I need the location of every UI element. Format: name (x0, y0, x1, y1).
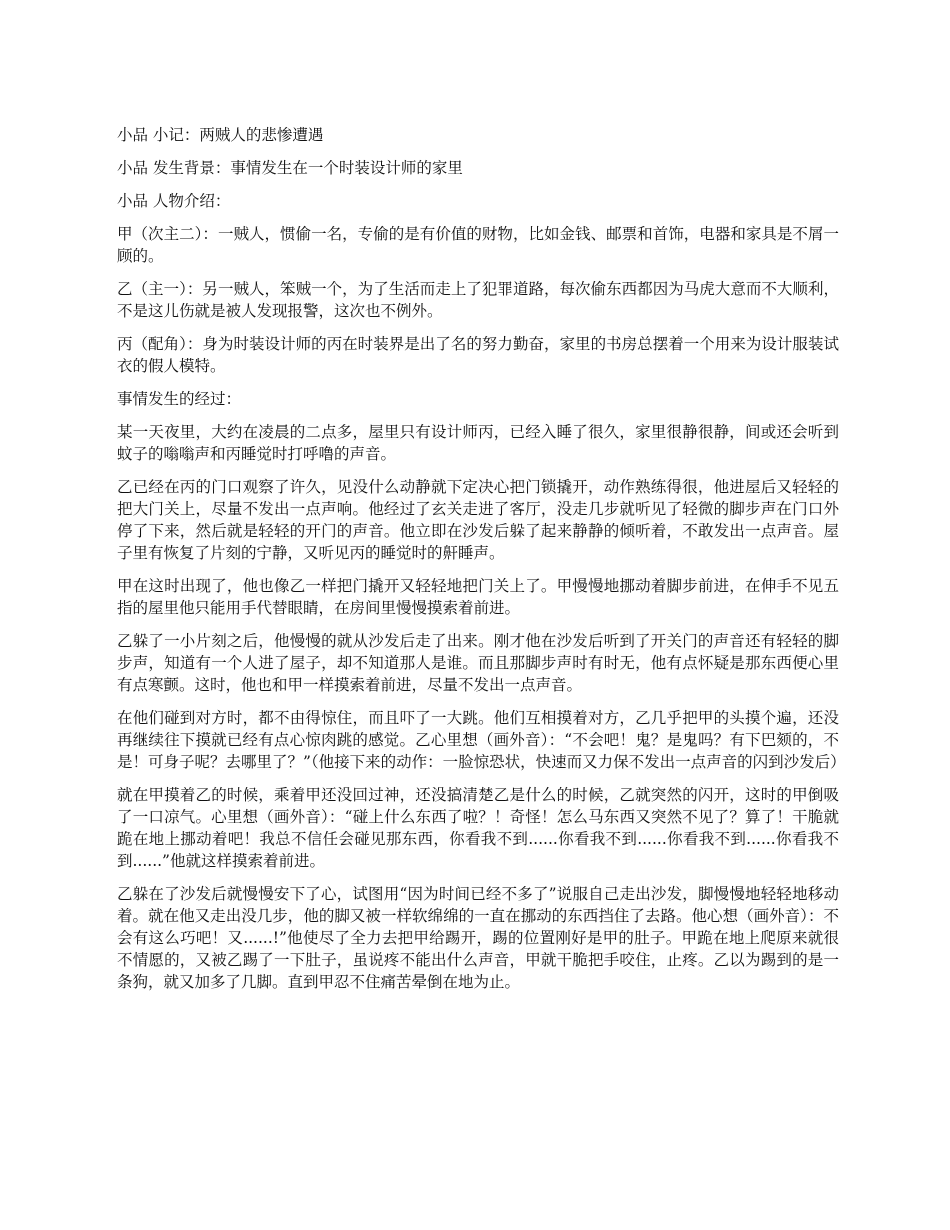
character-jia: 甲（次主二）：一贼人，惯偷一名，专偷的是有价值的财物，比如金钱、邮票和首饰，电器和家具是不屑一顾的。 (117, 225, 839, 265)
background-line: 小品 发生背景：事情发生在一个时装设计师的家里 (117, 159, 463, 177)
character-bing: 丙（配角）：身为时装设计师的丙在时装界是出了名的努力勤奋，家里的书房总摆着一个用来为设计服装试衣的假人模特。 (117, 335, 839, 375)
note-line: 小品 小记：两贼人的悲惨遭遇 (117, 126, 324, 144)
story-paragraph: 某一天夜里，大约在凌晨的二点多，屋里只有设计师丙，已经入睡了很久，家里很静很静，间或还会听到蚊子的嗡嗡声和丙睡觉时打呼噜的声音。 (117, 423, 839, 463)
characters-heading: 小品 人物介绍： (117, 192, 231, 210)
story-paragraph: 乙躲了一小片刻之后，他慢慢的就从沙发后走了出来。刚才他在沙发后听到了开关门的声音还有轻轻的脚步声，知道有一个人进了屋子，却不知道那人是谁。而且那脚步声时有时无，他有点怀疑是那东西便心里有点寒颤。这时，他也和甲一样摸索着前进，尽量不发出一点声音。 (117, 632, 839, 694)
character-yi: 乙（主一）：另一贼人，笨贼一个，为了生活而走上了犯罪道路，每次偷东西都因为马虎大意而不大顺利，不是这儿伤就是被人发现报警，这次也不例外。 (117, 280, 839, 320)
story-paragraph: 在他们碰到对方时，都不由得惊住，而且吓了一大跳。他们互相摸着对方，乙几乎把甲的头摸个遍，还没再继续往下摸就已经有点心惊肉跳的感觉。乙心里想（画外音）：“不会吧！鬼？是鬼吗？有下巴颏的，不是！可身子呢？去哪里了？”（他接下来的动作：一脸惊恐状，快速而又力保不发出一点声音的闪到沙发后） (117, 709, 846, 771)
story-paragraph: 甲在这时出现了，他也像乙一样把门撬开又轻轻地把门关上了。甲慢慢地挪动着脚步前进，在伸手不见五指的屋里他只能用手代替眼睛，在房间里慢慢摸索着前进。 (117, 577, 839, 617)
story-paragraph: 乙躲在了沙发后就慢慢安下了心，试图用“因为时间已经不多了”说服自己走出沙发，脚慢慢地轻轻地移动着。就在他又走出没几步，他的脚又被一样软绵绵的一直在挪动的东西挡住了去路。他心想（画外音）：不会有这么巧吧！又......!”他使尽了全力去把甲给踢开，踢的位置刚好是甲的肚子。甲跪在地上爬原来就很不情愿的，又被乙踢了一下肚子，虽说疼不能出什么声音，甲就干脆把手咬住，止疼。乙以为踢到的是一条狗，就又加多了几脚。直到甲忍不住痛苦晕倒在地为止。 (117, 885, 839, 991)
story-paragraph: 就在甲摸着乙的时候，乘着甲还没回过神，还没搞清楚乙是什么的时候，乙就突然的闪开，这时的甲倒吸了一口凉气。心里想（画外音）：“碰上什么东西了啦？！奇怪！怎么马东西又突然不见了？算了！干脆就跪在地上挪动着吧！我总不信任会碰见那东西，你看我不到......你看我不到......你看我不到......你看我不到......”他就这样摸索着前进。 (117, 786, 839, 870)
story-paragraph: 乙已经在丙的门口观察了许久，见没什么动静就下定决心把门锁撬开，动作熟练得很，他进屋后又轻轻的把大门关上，尽量不发出一点声响。他经过了玄关走进了客厅，没走几步就听见了轻微的脚步声在门口外停了下来，然后就是轻轻的开门的声音。他立即在沙发后躲了起来静静的倾听着，不敢发出一点声音。屋子里有恢复了片刻的宁静，又听见丙的睡觉时的鼾睡声。 (117, 478, 839, 562)
document-body (117, 124, 846, 1004)
events-heading: 事情发生的经过： (117, 390, 242, 408)
